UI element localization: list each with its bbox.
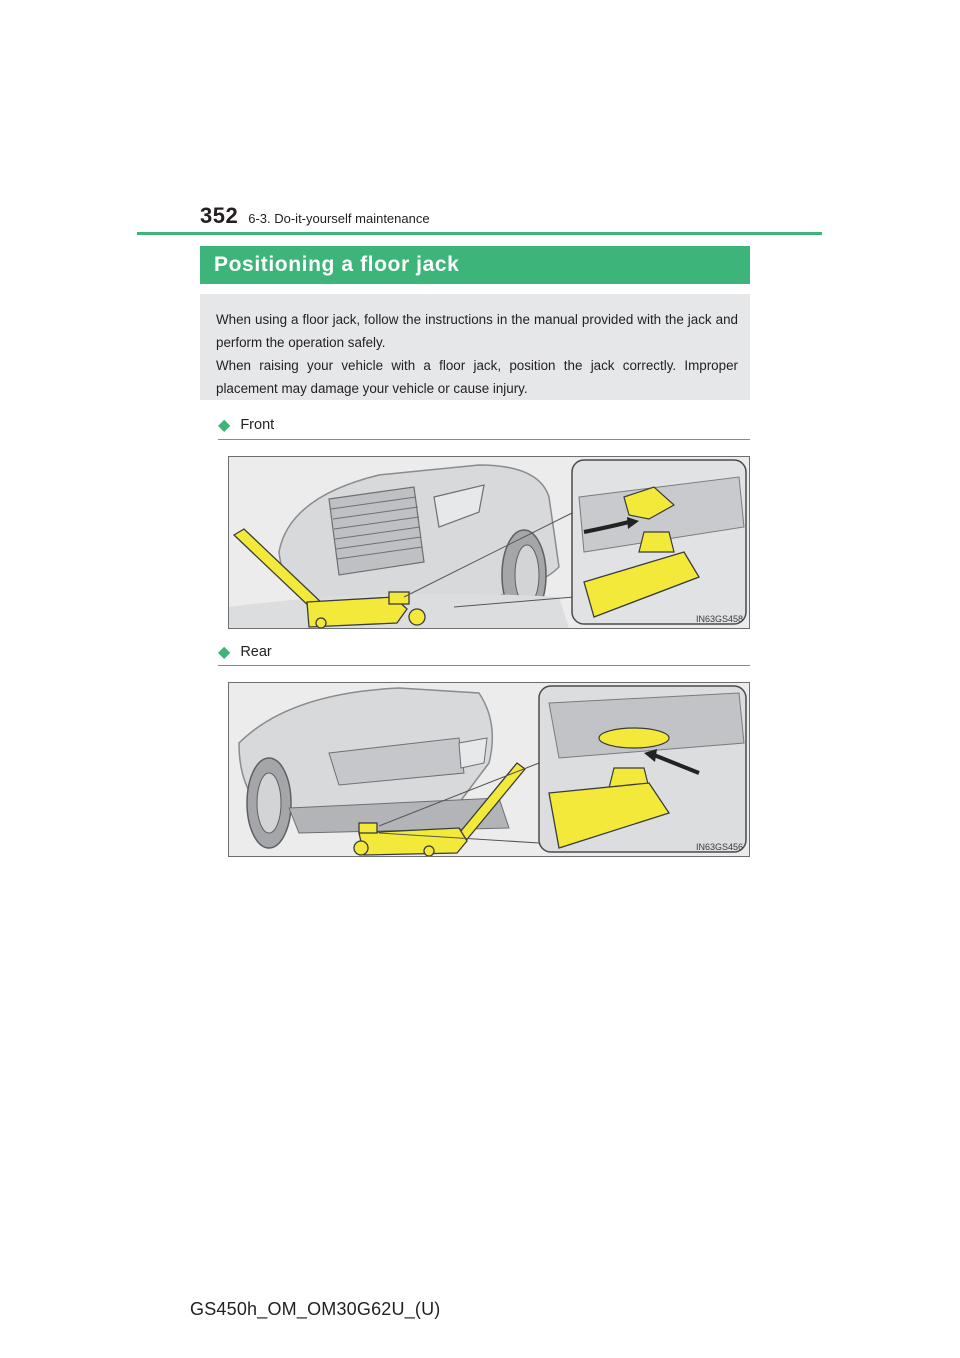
- note-paragraph-2: When raising your vehicle with a floor jack, position the jack correctly. Improper placement may damage your vehicle or cause injury.: [216, 358, 738, 396]
- rear-jack-illustration: [228, 682, 750, 857]
- document-code-footer: GS450h_OM_OM30G62U_(U): [190, 1299, 441, 1319]
- front-subheading: [218, 415, 274, 435]
- front-jack-illustration: [228, 456, 750, 629]
- section-reference: 6-3. Do-it-yourself maintenance: [248, 211, 430, 226]
- rear-car-drawing: [229, 683, 749, 856]
- page-number: 352: [200, 203, 239, 228]
- note-paragraph-1: When using a floor jack, follow the instructions in the manual provided with the jack and perform the operation safely.: [216, 312, 738, 350]
- front-rule: [218, 439, 750, 440]
- rear-figure-code: IN63GS456: [695, 842, 743, 852]
- section-title-bar: [200, 246, 750, 284]
- rear-subheading: [218, 642, 272, 662]
- caution-note: [200, 294, 750, 400]
- diamond-bullet-icon: ◆: [218, 644, 231, 661]
- front-label: Front: [240, 417, 275, 433]
- rear-rule: [218, 665, 750, 666]
- header-rule: [137, 232, 822, 235]
- diamond-bullet-icon: ◆: [218, 417, 231, 434]
- front-figure-code: IN63GS458: [695, 614, 743, 624]
- page-title: Positioning a floor jack: [214, 253, 460, 276]
- rear-label: Rear: [240, 644, 272, 660]
- page-header: [200, 203, 430, 229]
- front-car-drawing: [229, 457, 749, 628]
